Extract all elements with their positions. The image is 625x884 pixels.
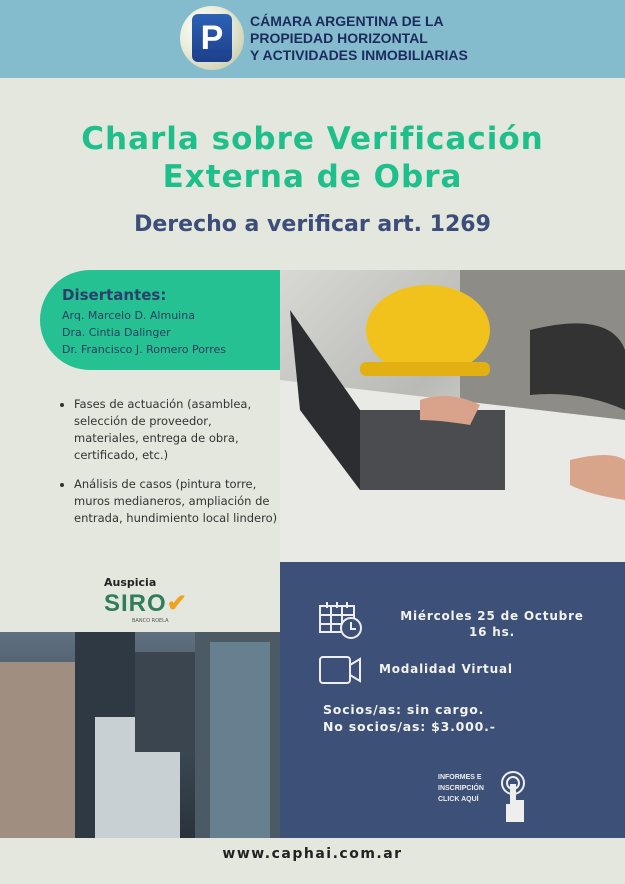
city-buildings-photo bbox=[0, 632, 280, 838]
topic-item: • Fases de actuación (asamblea, selección de proveedor, materiales, entrega de obra, certificado, etc.) bbox=[74, 396, 280, 464]
siro-logo: SIRO✔ bbox=[104, 590, 188, 617]
website-link[interactable]: www.caphai.com.ar bbox=[222, 846, 403, 862]
event-subtitle: Derecho a verificar art. 1269 bbox=[134, 212, 491, 237]
video-camera-icon bbox=[318, 655, 364, 685]
speaker-name: Arq. Marcelo D. Almuina bbox=[62, 309, 195, 322]
speaker-name: Dra. Cintia Dalinger bbox=[62, 326, 171, 339]
caphai-logo: P bbox=[180, 6, 244, 70]
event-details-panel bbox=[280, 562, 625, 838]
city-illustration bbox=[0, 632, 280, 838]
event-date: Miércoles 25 de Octubre 16 hs. bbox=[400, 609, 584, 639]
event-title: Charla sobre Verificación Externa de Obra bbox=[81, 121, 544, 195]
sponsor-label: Auspicia bbox=[104, 576, 157, 589]
speaker-name: Dr. Francisco J. Romero Porres bbox=[62, 343, 227, 356]
photo-illustration bbox=[280, 270, 625, 562]
speakers-heading: Disertantes: bbox=[62, 286, 167, 304]
organization-name: CÁMARA ARGENTINA DE LA PROPIEDAD HORIZONTAL Y ACTIVIDADES INMOBILIARIAS bbox=[250, 13, 468, 63]
laptop-helmet-photo bbox=[280, 270, 625, 562]
register-link[interactable]: INFORMES E INSCRIPCIÓN CLICK AQUÍ bbox=[438, 774, 484, 803]
tap-hand-icon[interactable] bbox=[500, 770, 530, 824]
event-pricing: Socios/as: sin cargo. No socios/as: $3.000.- bbox=[323, 702, 496, 734]
speakers-box bbox=[40, 270, 280, 370]
topics-list bbox=[60, 396, 280, 539]
calendar-clock-icon bbox=[318, 600, 364, 640]
event-mode: Modalidad Virtual bbox=[379, 662, 513, 676]
sponsor-sub: BANCO ROELA bbox=[132, 618, 169, 624]
check-icon: ✔ bbox=[166, 590, 188, 617]
topic-item: • Análisis de casos (pintura torre, muros medianeros, ampliación de entrada, hundimiento local lindero) bbox=[74, 476, 280, 527]
